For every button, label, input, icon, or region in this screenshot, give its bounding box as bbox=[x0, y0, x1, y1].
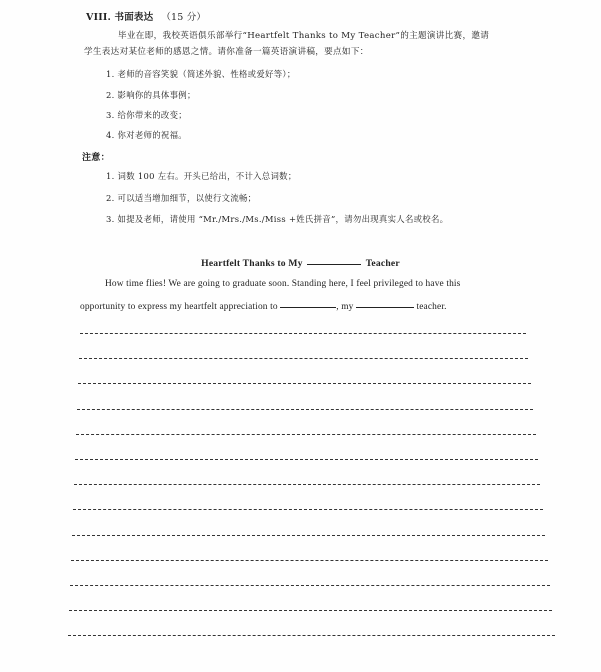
instructions-line-2: 学生表达对某位老师的感恩之情。请你准备一篇英语演讲稿，要点如下： bbox=[84, 47, 369, 57]
requirement-item: 4. 你对老师的祝福。 bbox=[106, 130, 187, 140]
writing-line[interactable] bbox=[78, 383, 531, 384]
essay-title bbox=[0, 258, 601, 269]
essay-title-after: Teacher bbox=[365, 258, 400, 269]
section-heading bbox=[86, 9, 206, 23]
teacher-name-blank[interactable] bbox=[307, 264, 361, 265]
writing-line[interactable] bbox=[79, 358, 528, 359]
writing-line[interactable] bbox=[72, 535, 545, 536]
requirement-item: 3. 给你带来的改变； bbox=[106, 110, 187, 120]
subject-blank[interactable] bbox=[356, 307, 414, 308]
writing-line[interactable] bbox=[77, 409, 533, 410]
note-item: 2. 可以适当增加细节，以使行文流畅； bbox=[106, 193, 257, 203]
writing-line[interactable] bbox=[68, 635, 555, 636]
requirement-item: 1. 老师的音容笑貌（简述外貌、性格或爱好等）； bbox=[106, 69, 296, 79]
essay-opening-line-2 bbox=[80, 302, 447, 312]
writing-line[interactable] bbox=[69, 610, 552, 611]
instructions-line-1: 毕业在即，我校英语俱乐部举行“Heartfelt Thanks to My Teacher”的主题演讲比赛，邀请 bbox=[118, 31, 490, 41]
section-title: VIII. 书面表达 bbox=[86, 12, 154, 23]
notes-heading: 注意： bbox=[82, 153, 110, 163]
writing-line[interactable] bbox=[71, 560, 548, 561]
essay-title-before: Heartfelt Thanks to My bbox=[201, 258, 303, 269]
essay-line2-text-3: teacher. bbox=[416, 302, 447, 312]
teacher-name-blank-2[interactable] bbox=[280, 307, 336, 308]
section-score: （15 分） bbox=[161, 12, 207, 23]
writing-line[interactable] bbox=[76, 434, 536, 435]
writing-line[interactable] bbox=[70, 585, 550, 586]
essay-line2-text-2: , my bbox=[336, 302, 354, 312]
note-item: 1. 词数 100 左右。开头已给出，不计入总词数； bbox=[106, 171, 297, 181]
writing-line[interactable] bbox=[80, 333, 526, 334]
essay-line2-text-1: opportunity to express my heartfelt appreciation to bbox=[80, 302, 278, 312]
writing-line[interactable] bbox=[74, 484, 540, 485]
writing-line[interactable] bbox=[75, 459, 538, 460]
requirement-item: 2. 影响你的具体事例； bbox=[106, 90, 196, 100]
writing-line[interactable] bbox=[73, 509, 543, 510]
note-item: 3. 如提及老师，请使用 “Mr./Mrs./Ms./Miss +姓氏拼音”，请勿出现真实人名或校名。 bbox=[106, 214, 449, 224]
essay-opening-line-1: How time flies! We are going to graduate soon. Standing here, I feel privileged to have this bbox=[105, 279, 461, 289]
